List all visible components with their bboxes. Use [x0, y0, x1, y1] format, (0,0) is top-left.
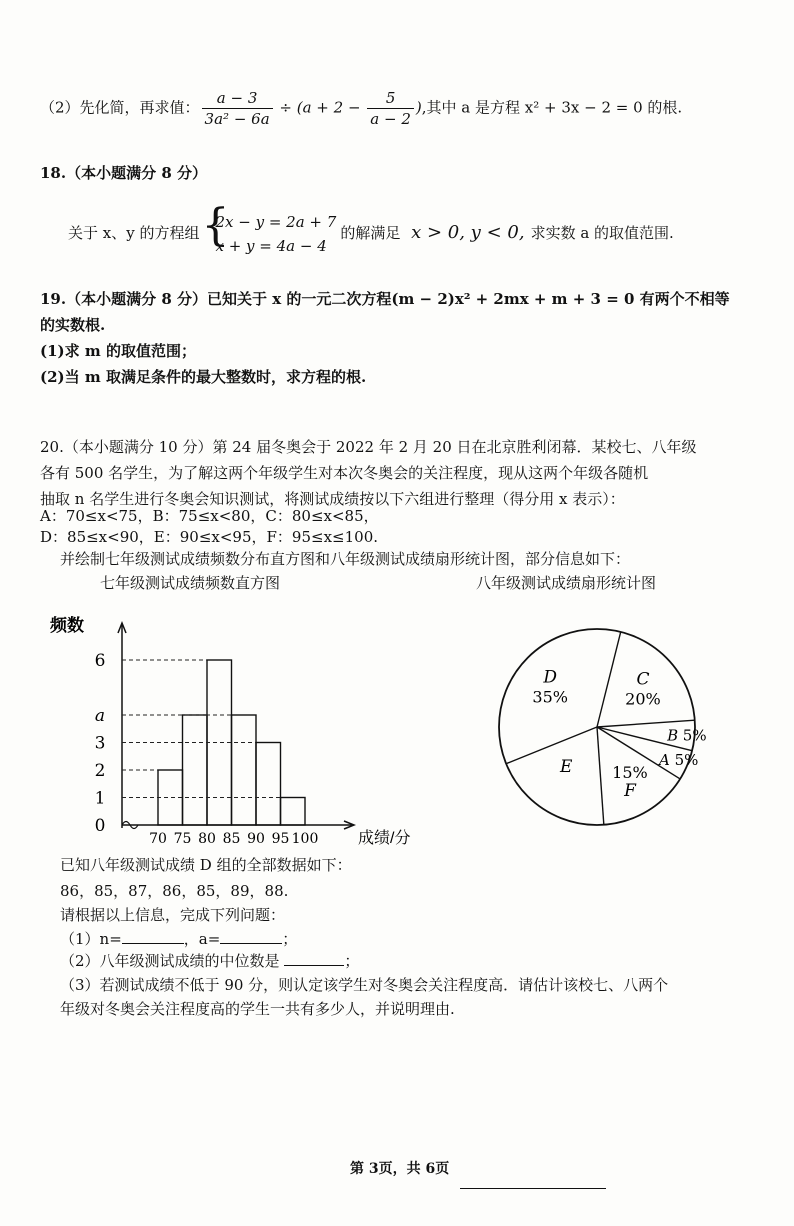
histogram-layer: [50, 615, 410, 847]
q20-line3: 抽取 n 名学生进行冬奥会知识测试，将测试成绩按以下六组进行整理（得分用 x 表示）：: [40, 490, 625, 508]
histogram-title: 七年级测试成绩频数直方图: [100, 574, 281, 592]
q20-sub1-end: ；: [282, 930, 298, 948]
y-tick-label: 2: [94, 761, 106, 781]
y-tick-label: 3: [94, 733, 106, 754]
pie-layer: [499, 629, 707, 825]
q17-prefix: （2）先化简，再求值：: [40, 98, 200, 117]
q20-sub1: [60, 928, 297, 949]
y-tick-label: a: [94, 706, 106, 726]
answer-blank-a[interactable]: [220, 929, 282, 944]
q20-ask: 请根据以上信息，完成下列问题：: [60, 906, 286, 924]
x-tick-label: 100: [291, 831, 319, 847]
q18-mid: 的解满足: [340, 224, 401, 242]
q17-frac2-num: 5: [367, 88, 414, 109]
histogram-ylabel: 频数: [50, 616, 84, 635]
brace-glyph: {: [201, 200, 230, 251]
answer-blank-n[interactable]: [122, 929, 184, 944]
x-tick-label: 90: [247, 831, 265, 847]
q17-part2: [40, 88, 682, 129]
y-tick-label: 0: [94, 816, 106, 836]
q20-sub2-end: ；: [344, 952, 360, 970]
q18-condition: x > 0, y < 0,: [411, 222, 525, 243]
q17-frac1-den: 3a² − 6a: [204, 110, 270, 128]
histogram-xlabel: 成绩/分: [358, 830, 411, 847]
q19-part1: (1)求 m 的取值范围；: [40, 342, 196, 360]
histogram-bar: [281, 798, 306, 826]
q20-line6: 并绘制七年级测试成绩频数分布直方图和八年级测试成绩扇形统计图，部分信息如下：: [60, 550, 631, 568]
pie-slice-edge: [597, 727, 604, 825]
x-tick-label: 70: [149, 831, 167, 847]
q18-tail: 求实数 a 的取值范围.: [530, 224, 674, 242]
q20-groups-2: D：85≤x<90，E：90≤x<95，F：95≤x≤100.: [40, 528, 379, 546]
q18-title: 18.（本小题满分 8 分）: [40, 164, 207, 182]
histogram-bar: [232, 715, 257, 825]
x-tick-label: 85: [222, 831, 241, 847]
q20-line2: 各有 500 名学生，为了解这两个年级学生对本次冬奥会的关注程度，现从这两个年级各随机: [40, 464, 649, 482]
y-tick-label: 6: [94, 651, 106, 671]
pie-slice-percent: 15%: [612, 762, 648, 782]
pie-slice-edge: [597, 720, 695, 727]
q19-part2: (2)当 m 取满足条件的最大整数时，求方程的根.: [40, 368, 367, 386]
y-tick-label: 1: [94, 788, 106, 809]
q17-fraction-1: [202, 88, 273, 129]
q17-suffix: ,其中 a 是方程 x² + 3x − 2 = 0 的根.: [421, 98, 683, 117]
q18-body: [68, 200, 674, 258]
q19-line1: 19.（本小题满分 8 分）已知关于 x 的一元二次方程(m − 2)x² + 2mx + m + 3 = 0 有两个不相等: [40, 290, 730, 308]
histogram-bar: [183, 715, 208, 825]
pie-slice-percent: 5%: [674, 751, 699, 770]
histogram-bar: [256, 743, 281, 826]
q20-d-intro: 已知八年级测试成绩 D 组的全部数据如下：: [60, 856, 352, 874]
pie-slice-label: A: [659, 751, 670, 770]
pie-slice-label: F: [624, 780, 636, 801]
q20-sub1-a-label: ，a=: [183, 930, 221, 948]
pie-chart: [490, 620, 707, 834]
page-number: 第 3页，共 6页: [350, 1161, 450, 1177]
q17-close: ): [415, 98, 422, 117]
x-tick-label: 75: [173, 831, 192, 847]
x-tick-label: 95: [271, 831, 290, 847]
q20-line1: 20.（本小题满分 10 分）第 24 届冬奥会于 2022 年 2 月 20 日在北京胜利闭幕．某校七、八年级: [40, 438, 697, 456]
pie-slice-label: B: [667, 726, 679, 745]
pie-slice-label: D: [543, 667, 558, 688]
q18-eq2: x + y = 4a − 4: [215, 237, 327, 255]
pie-slice-label: E: [560, 757, 573, 778]
q20-sub2-label: （2）八年级测试成绩的中位数是: [60, 952, 280, 970]
q20-sub2: [60, 950, 359, 971]
footer-rule: [460, 1188, 606, 1189]
histogram-chart: [30, 605, 450, 855]
q18-lead: 关于 x、y 的方程组: [68, 224, 200, 242]
pie-slice-edge: [506, 727, 597, 764]
q18-equation-system: [201, 200, 337, 258]
q20-sub3-line1: （3）若测试成绩不低于 90 分，则认定该学生对冬奥会关注程度高．请估计该校七、八两个: [60, 976, 669, 994]
pie-slice-percent: 5%: [682, 726, 707, 745]
pie-slice-edge: [597, 632, 621, 727]
q17-frac2-den: a − 2: [370, 110, 411, 128]
pie-slice-percent: 20%: [625, 689, 661, 709]
q20-groups-1: A：70≤x<75，B：75≤x<80，C：80≤x<85，: [40, 507, 379, 525]
q17-op: ÷ (a + 2 −: [274, 98, 366, 117]
answer-blank-median[interactable]: [284, 951, 344, 966]
pie-title: 八年级测试成绩扇形统计图: [476, 574, 657, 592]
q20-sub3-line2: 年级对冬奥会关注程度高的学生一共有多少人，并说明理由.: [60, 1000, 455, 1018]
q18-eq1: 2x − y = 2a + 7: [215, 213, 337, 231]
pie-slice-percent: 35%: [532, 687, 568, 707]
q17-fraction-2: [367, 88, 414, 129]
pie-slice-label: C: [636, 669, 650, 690]
q17-frac1-num: a − 3: [202, 88, 273, 109]
x-tick-label: 80: [198, 831, 216, 847]
q20-d-data: 86，85，87，86，85，89，88.: [60, 882, 289, 900]
q19-line2: 的实数根.: [40, 316, 106, 334]
q20-sub1-n-label: （1）n=: [60, 930, 122, 948]
